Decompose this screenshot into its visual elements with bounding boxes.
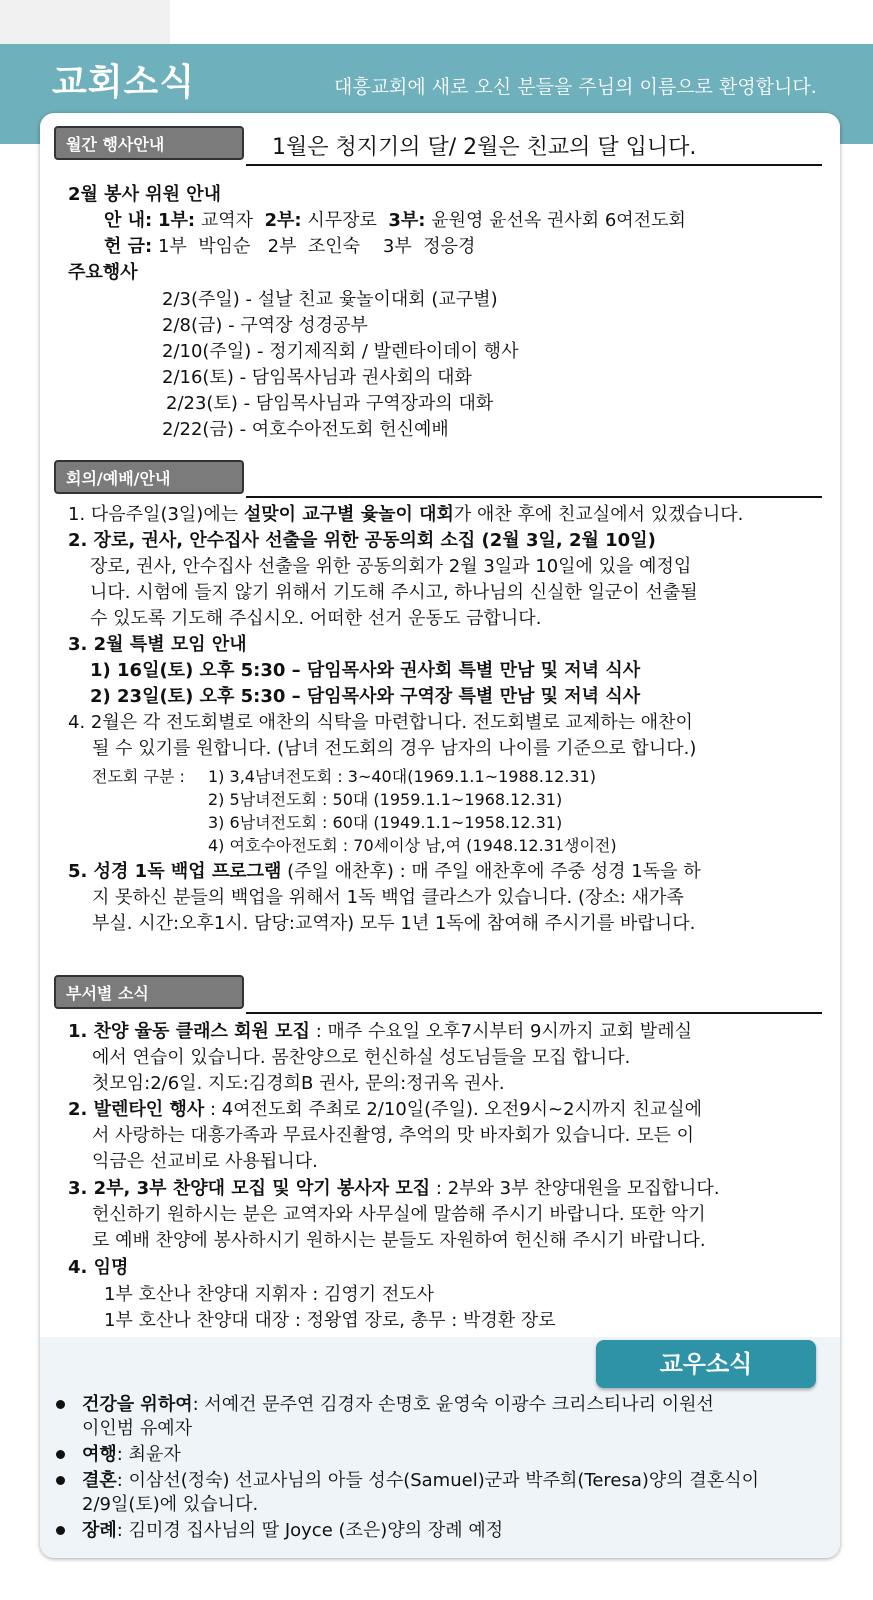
d3-bold: 3. 2부, 3부 찬양대 모집 및 악기 봉사자 모집 (68, 1178, 431, 1199)
dept-item-1 (68, 1020, 692, 1044)
dept-item-4-title: 4. 임명 (68, 1257, 129, 1278)
section-label-monthly: 월간 행사안내 (54, 126, 244, 160)
volunteer-heading: 2월 봉사 위원 안내 (68, 184, 222, 205)
wedding-val: : 이삼선(정숙) 선교사님의 아들 성수(Samuel)군과 박주희(Teresa)양의 결혼식이 (116, 1470, 759, 1491)
events-heading: 주요행사 (68, 262, 138, 283)
members-health (82, 1393, 714, 1417)
top-strip (0, 0, 170, 44)
travel-val: : 최윤자 (116, 1444, 181, 1465)
funeral-val: : 김미경 집사님의 딸 Joyce (조은)양의 장례 예정 (116, 1520, 504, 1541)
dept-item-2-line: 익금은 선교비로 사용됩니다. (92, 1151, 318, 1172)
d1-rest: : 매주 수요일 오후7시부터 9시까지 교회 발레실 (309, 1021, 692, 1042)
usher-2-key: 2부: (264, 210, 302, 231)
bullet-icon (56, 1476, 65, 1485)
meeting-item-4-line: 될 수 있기를 원합니다. (남녀 전도회의 경우 남자의 나이를 기준으로 합니다.) (92, 738, 697, 759)
meeting-item-5-line: 부실. 시간:오후1시. 담당:교역자) 모두 1년 1독에 참여해 주시기를 바랍니다. (92, 913, 696, 934)
dept-item-2-line: 서 사랑하는 대흥가족과 무료사진촬영, 추억의 맛 바자회가 있습니다. 모든 이 (92, 1125, 694, 1146)
item5-rest: (주일 애찬후) : 매 주일 애찬후에 주중 성경 1독을 하 (281, 861, 701, 882)
meeting-item-2-line: 장로, 권사, 안수집사 선출을 위한 공동의회가 2월 3일과 10일에 있을 예정입 (90, 556, 692, 577)
dept-item-4-line: 1부 호산나 찬양대 대장 : 정왕엽 장로, 총무 : 박경환 장로 (104, 1310, 556, 1331)
event-item: 2/8(금) - 구역장 성경공부 (162, 315, 368, 336)
travel-key: 여행 (82, 1444, 117, 1465)
members-news-badge: 교우소식 (596, 1340, 816, 1388)
meeting-item-3-title: 3. 2월 특별 모임 안내 (68, 634, 247, 655)
page-title: 교회소식 (52, 62, 196, 103)
dept-item-2 (68, 1098, 702, 1122)
item1-post: 가 애찬 후에 친교실에서 있겠습니다. (453, 504, 744, 525)
usher-2-val: 시무장로 (307, 210, 377, 231)
usher-line (104, 209, 686, 233)
offering-key: 헌 금: (104, 236, 153, 257)
d2-rest: : 4여전도회 주최로 2/10일(주일). 오전9시~2시까지 친교실에 (204, 1099, 703, 1120)
meeting-item-2-line: 수 있도록 기도해 주십시오. 어떠한 선거 운동도 금합니다. (90, 608, 542, 629)
usher-1-val: 교역자 (200, 210, 254, 231)
usher-3-key: 3부: (388, 210, 426, 231)
item5-bold: 5. 성경 1독 백업 프로그램 (68, 861, 282, 882)
meeting-item-4-line: 4. 2월은 각 전도회별로 애찬의 식탁을 마련합니다. 전도회별로 교제하는 애찬이 (68, 712, 693, 733)
d3-rest: : 2부와 3부 찬양대원을 모집합니다. (430, 1178, 720, 1199)
meeting-item-3-line: 1) 16일(토) 오후 5:30 – 담임목사와 권사회 특별 만남 및 저녁 식사 (90, 660, 641, 681)
offering-values: 1부 박임순 2부 조인숙 3부 정응경 (157, 236, 476, 257)
dept-item-1-line: 첫모임:2/6일. 지도:김경희B 권사, 문의:정귀옥 권사. (92, 1073, 505, 1094)
item1-pre: 1. 다음주일(3일)에는 (68, 504, 244, 525)
usher-3-val: 윤원영 윤선옥 권사회 6여전도회 (431, 210, 686, 231)
event-item: 2/23(토) - 담임목사님과 구역장과의 대화 (166, 393, 494, 414)
section-label-departments: 부서별 소식 (54, 975, 244, 1009)
section-divider (246, 164, 822, 166)
item1-bold: 설맞이 교구별 윷놀이 대회 (243, 504, 454, 525)
meeting-item-2-line: 니다. 시험에 들지 않기 위해서 기도해 주시고, 하나님의 신실한 일군이 선출될 (90, 582, 698, 603)
dept-item-1-line: 에서 연습이 있습니다. 몸찬양으로 헌신하실 성도님들을 모집 합니다. (92, 1047, 631, 1068)
d2-bold: 2. 발렌타인 행사 (68, 1099, 205, 1120)
health-val: : 서예건 문주연 김경자 손명호 윤영숙 이광수 크리스티나리 이원선 (192, 1394, 714, 1415)
dept-item-3 (68, 1177, 720, 1201)
bullet-icon (56, 1526, 65, 1535)
meeting-item-1 (68, 503, 743, 527)
health-key: 건강을 위하여 (82, 1394, 193, 1415)
dept-item-3-line: 헌신하기 원하시는 분은 교역자와 사무실에 말씀해 주시기 바랍니다. 또한 악기 (92, 1204, 706, 1225)
group-key: 전도회 구분 : (92, 767, 185, 786)
members-travel (82, 1443, 181, 1467)
section-divider (246, 1012, 822, 1014)
group-item: 4) 여호수아전도회 : 70세이상 남,여 (1948.12.31생이전) (208, 836, 617, 855)
meeting-item-5-line: 지 못하신 분들의 백업을 위해서 1독 백업 클라스가 있습니다. (장소: 새가족 (92, 887, 684, 908)
members-wedding (82, 1469, 759, 1493)
bullet-icon (56, 1450, 65, 1459)
usher-1-key: 1부: (157, 210, 196, 231)
dept-item-3-line: 로 예배 찬양에 봉사하시기 원하시는 분들도 자원하여 헌신해 주시기 바랍니다. (92, 1230, 706, 1251)
members-wedding-cont: 2/9일(토)에 있습니다. (82, 1494, 259, 1515)
meeting-item-5 (68, 860, 701, 884)
meeting-item-2-title: 2. 장로, 권사, 안수집사 선출을 위한 공동의회 소집 (2월 3일, 2월 10일) (68, 530, 656, 551)
wedding-key: 결혼 (82, 1470, 117, 1491)
group-item: 3) 6남녀전도회 : 60대 (1949.1.1~1958.12.31) (208, 813, 563, 832)
event-item: 2/16(토) - 담임목사님과 권사회의 대화 (162, 367, 472, 388)
group-item: 2) 5남녀전도회 : 50대 (1959.1.1~1968.12.31) (208, 790, 563, 809)
event-item: 2/10(주일) - 정기제직회 / 발렌타이데이 행사 (162, 341, 519, 362)
section-divider (246, 496, 822, 498)
members-health-cont: 이인범 유예자 (82, 1418, 193, 1439)
funeral-key: 장례 (82, 1520, 117, 1541)
event-item: 2/22(금) - 여호수아전도회 헌신예배 (162, 419, 449, 440)
members-funeral (82, 1519, 503, 1543)
usher-key: 안 내: (104, 210, 153, 231)
offering-line (104, 235, 475, 259)
d1-bold: 1. 찬양 율동 클래스 회원 모집 (68, 1021, 310, 1042)
event-item: 2/3(주일) - 설날 친교 윷놀이대회 (교구별) (162, 289, 498, 310)
group-item: 1) 3,4남녀전도회 : 3~40대(1969.1.1~1988.12.31) (208, 767, 596, 786)
dept-item-4-line: 1부 호산나 찬양대 지휘자 : 김영기 전도사 (104, 1284, 435, 1305)
bullet-icon (56, 1400, 65, 1409)
page-subtitle: 대흥교회에 새로 오신 분들을 주님의 이름으로 환영합니다. (334, 76, 817, 98)
monthly-theme: 1월은 청지기의 달/ 2월은 친교의 달 입니다. (272, 135, 697, 160)
meeting-item-3-line: 2) 23일(토) 오후 5:30 – 담임목사와 구역장 특별 만남 및 저녁 식사 (90, 686, 641, 707)
section-label-meetings: 회의/예배/안내 (54, 460, 244, 494)
